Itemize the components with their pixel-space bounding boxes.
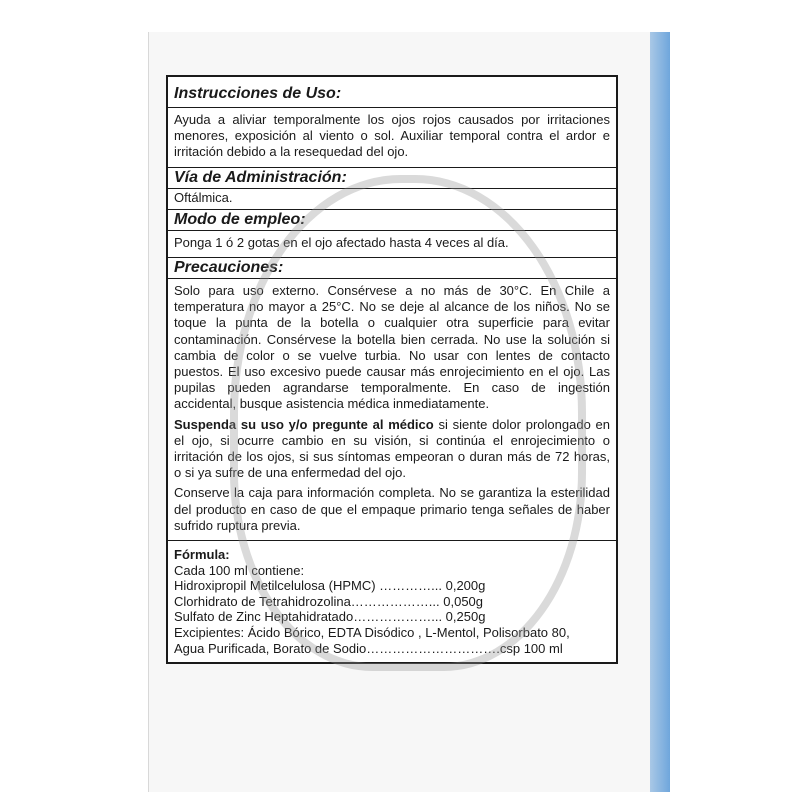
suspend-warning-text: si siente dolor prolongado en el ojo, si ocurre cambio en su visión, si continúa el enrojecimiento o irritación de los ojos, si sus síntomas empeoran o duran más de 72 horas, o si ya sufre de una enfermedad del ojo. xyxy=(174,416,611,481)
section-text-modo xyxy=(168,231,616,258)
section-text-uso xyxy=(168,108,616,168)
section-title-precauciones: Precauciones: xyxy=(168,258,616,279)
formula-title: Fórmula: xyxy=(174,547,230,563)
via-text: Oftálmica. xyxy=(174,189,233,205)
precauciones-paragraph-1: Solo para uso externo. Consérvese a no más de 30°C. En Chile a temperatura no mayor a 25°C. No se deje al alcance de los niños. No se toque la punta de la botella o cualquier otra superficie para evitar contaminación. Consérvese la botella bien cerrada. No use la solución si cambia de color o se vuelve turbia. No usar con lentes de contacto puestos. El uso excesivo puede causar más enrojecimiento en el ojo. Las pupilas pueden agrandarse temporalmente. En caso de ingestión accidental, busque asistencia médica inmediatamente. xyxy=(174,283,610,412)
formula-line: Agua Purificada, Borato de Sodio………………………….csp 100 ml xyxy=(174,640,563,656)
formula-line: Excipientes: Ácido Bórico, EDTA Disódico , L-Mentol, Polisorbato 80, xyxy=(174,625,570,641)
formula-intro: Cada 100 ml contiene: xyxy=(174,562,305,578)
section-title-uso: Instrucciones de Uso: xyxy=(168,77,616,108)
uso-text: Ayuda a aliviar temporalmente los ojos rojos causados por irritaciones menores, exposición al viento o sol. Auxiliar temporal contra el ardor e irritación debido a la resequedad del ojo. xyxy=(174,112,610,160)
modo-text: Ponga 1 ó 2 gotas en el ojo afectado hasta 4 veces al día. xyxy=(174,234,509,250)
section-title-modo: Modo de empleo: xyxy=(168,210,616,231)
section-title-via: Vía de Administración: xyxy=(168,168,616,189)
section-text-precauciones xyxy=(168,279,616,541)
section-text-via xyxy=(168,189,616,210)
formula-section xyxy=(168,541,616,662)
precauciones-paragraph-2 xyxy=(174,417,610,482)
precauciones-paragraph-3: Conserve la caja para información completa. No se garantiza la esterilidad del producto en caso de que el empaque primario tenga señales de haber sufrido ruptura previa. xyxy=(174,485,610,533)
suspend-warning-bold: Suspenda su uso y/o pregunte al médico xyxy=(174,416,434,432)
instructions-panel xyxy=(166,75,618,664)
formula-line: Clorhidrato de Tetrahidrozolina………………... 0,050g xyxy=(174,593,484,609)
formula-line: Hidroxipropil Metilcelulosa (HPMC) …………... 0,200g xyxy=(174,578,486,594)
formula-line: Sulfato de Zinc Heptahidratado………………... 0,250g xyxy=(174,609,486,625)
package-blue-edge xyxy=(650,32,670,792)
